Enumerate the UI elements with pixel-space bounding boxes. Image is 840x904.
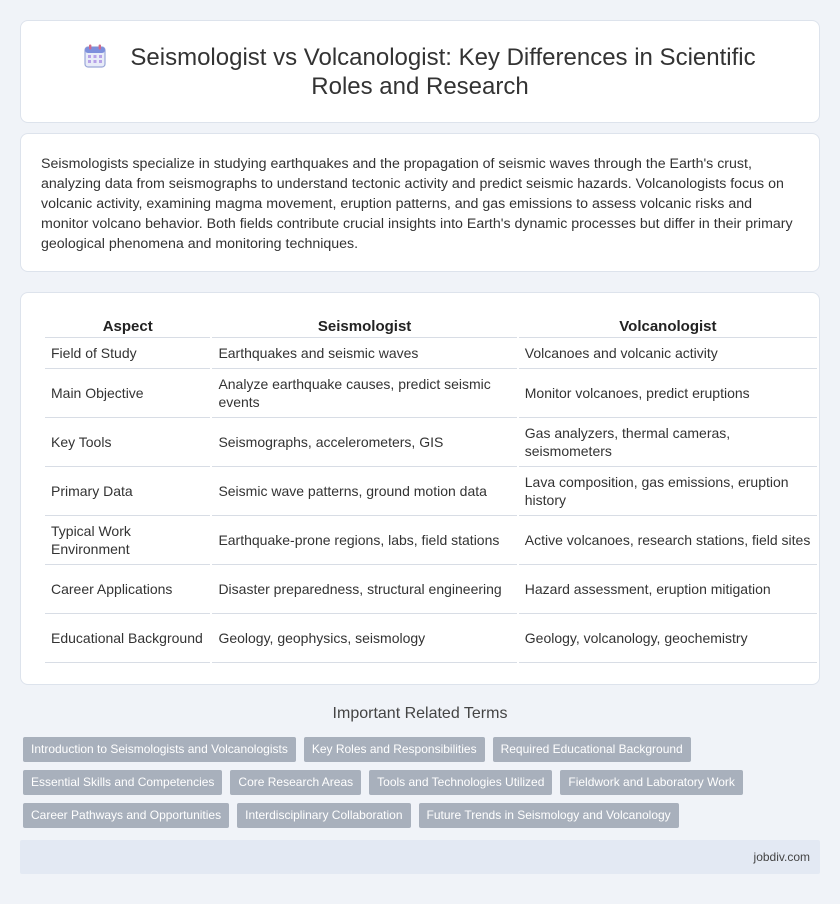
- footer-site-link[interactable]: jobdiv.com: [753, 850, 810, 864]
- table-row: [45, 565, 817, 614]
- table-cell: Field of Study: [45, 338, 210, 369]
- table-header-row: [45, 313, 817, 338]
- related-term-tag[interactable]: Tools and Technologies Utilized: [369, 770, 552, 795]
- related-term-tag[interactable]: Career Pathways and Opportunities: [23, 803, 229, 828]
- intro-card: [20, 133, 820, 272]
- header-aspect: Aspect: [45, 313, 210, 338]
- table-cell: Earthquakes and seismic waves: [212, 338, 516, 369]
- header-volcanologist: Volcanologist: [519, 313, 817, 338]
- table-row: [45, 614, 817, 663]
- table-cell: Earthquake-prone regions, labs, field stations: [212, 516, 516, 565]
- comparison-table-card: [20, 292, 820, 685]
- table-row: [45, 338, 817, 369]
- table-cell: Seismic wave patterns, ground motion data: [212, 467, 516, 516]
- related-term-tag[interactable]: Required Educational Background: [493, 737, 691, 762]
- table-row: [45, 369, 817, 418]
- tag-row: [23, 770, 783, 795]
- table-cell: Typical Work Environment: [45, 516, 210, 565]
- page-title-wrap: [51, 43, 789, 101]
- intro-paragraph: Seismologists specialize in studying earthquakes and the propagation of seismic waves through the Earth's crust, analyzing data from seismographs to understand tectonic activity and predict seismic hazards. Volcanologists focus on volcanic activity, examining magma movement, eruption patterns, and gas emissions to assess volcanic risks and monitor volcano behavior. Both fields contribute crucial insights into Earth's dynamic processes but differ in their primary geological phenomena and monitoring techniques.: [41, 156, 793, 252]
- calendar-icon: [84, 44, 106, 68]
- table-row: [45, 467, 817, 516]
- table-cell: Career Applications: [45, 565, 210, 614]
- related-term-tag[interactable]: Essential Skills and Competencies: [23, 770, 222, 795]
- table-cell: Geology, volcanology, geochemistry: [519, 614, 817, 663]
- table-cell: Monitor volcanoes, predict eruptions: [519, 369, 817, 418]
- comparison-table: [43, 313, 819, 663]
- table-cell: Primary Data: [45, 467, 210, 516]
- table-cell: Active volcanoes, research stations, field sites: [519, 516, 817, 565]
- table-cell: Main Objective: [45, 369, 210, 418]
- table-cell: Educational Background: [45, 614, 210, 663]
- tag-row: [23, 803, 783, 828]
- header-card: [20, 20, 820, 123]
- related-term-tag[interactable]: Future Trends in Seismology and Volcanology: [419, 803, 679, 828]
- table-cell: Volcanoes and volcanic activity: [519, 338, 817, 369]
- table-cell: Lava composition, gas emissions, eruption history: [519, 467, 817, 516]
- table-cell: Analyze earthquake causes, predict seismic events: [212, 369, 516, 418]
- table-cell: Hazard assessment, eruption mitigation: [519, 565, 817, 614]
- related-term-tag[interactable]: Core Research Areas: [230, 770, 361, 795]
- related-term-tag[interactable]: Interdisciplinary Collaboration: [237, 803, 410, 828]
- table-row: [45, 418, 817, 467]
- table-cell: Key Tools: [45, 418, 210, 467]
- table-cell: Seismographs, accelerometers, GIS: [212, 418, 516, 467]
- related-term-tag[interactable]: Fieldwork and Laboratory Work: [560, 770, 743, 795]
- table-cell: Geology, geophysics, seismology: [212, 614, 516, 663]
- related-terms-tags: [23, 737, 783, 836]
- table-row: [45, 516, 817, 565]
- page-title: Seismologist vs Volcanologist: Key Differences in Scientific Roles and Research: [130, 44, 756, 100]
- table-cell: Gas analyzers, thermal cameras, seismometers: [519, 418, 817, 467]
- related-term-tag[interactable]: Introduction to Seismologists and Volcanologists: [23, 737, 296, 762]
- table-cell: Disaster preparedness, structural engineering: [212, 565, 516, 614]
- related-terms-title: Important Related Terms: [332, 705, 508, 722]
- footer: [20, 840, 820, 874]
- header-seismologist: Seismologist: [212, 313, 516, 338]
- tag-row: [23, 737, 783, 762]
- related-term-tag[interactable]: Key Roles and Responsibilities: [304, 737, 485, 762]
